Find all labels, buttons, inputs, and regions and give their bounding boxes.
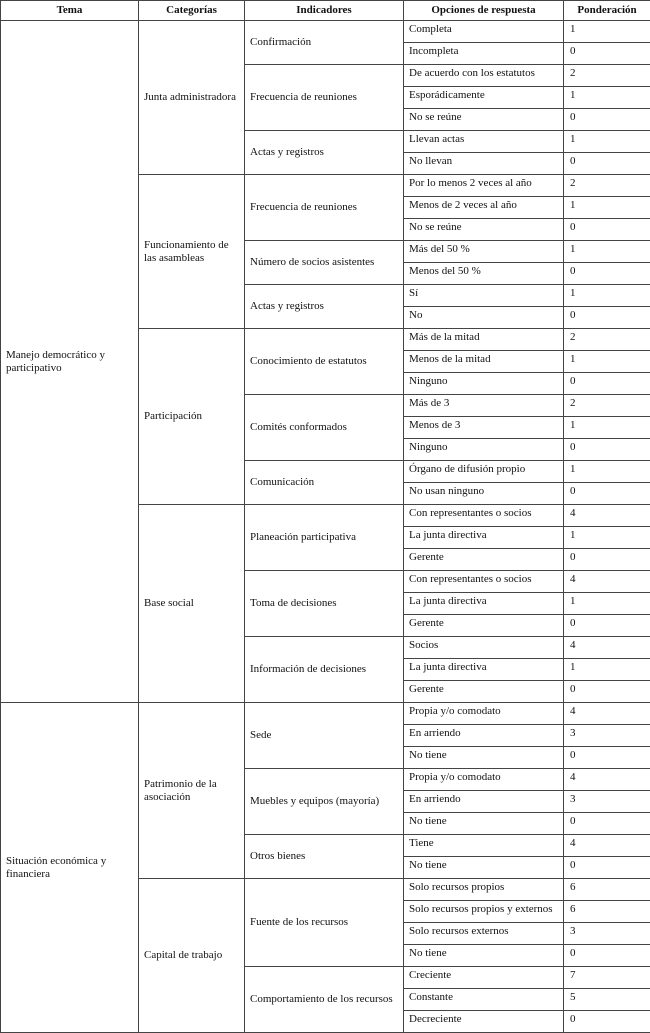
opcion-cell: Por lo menos 2 veces al año <box>404 175 564 197</box>
ponderacion-cell: 6 <box>564 879 650 901</box>
ponderacion-cell: 1 <box>564 87 650 109</box>
opcion-cell: No tiene <box>404 857 564 879</box>
opcion-cell: Propia y/o comodato <box>404 703 564 725</box>
table-row <box>1 703 650 725</box>
opcion-cell: Con representantes o socios <box>404 505 564 527</box>
opcion-cell: Solo recursos propios <box>404 879 564 901</box>
ponderacion-cell: 0 <box>564 1011 650 1033</box>
tema-cell: Situación económica y financiera <box>1 703 139 1033</box>
opcion-cell: No se reúne <box>404 109 564 131</box>
ponderacion-cell: 0 <box>564 153 650 175</box>
opcion-cell: No tiene <box>404 813 564 835</box>
header-row <box>1 1 650 21</box>
table-body <box>1 21 650 1033</box>
opcion-cell: No llevan <box>404 153 564 175</box>
opcion-cell: En arriendo <box>404 791 564 813</box>
ponderacion-cell: 1 <box>564 241 650 263</box>
ponderacion-cell: 3 <box>564 923 650 945</box>
header-categorias: Categorías <box>139 1 245 21</box>
ponderacion-cell: 4 <box>564 637 650 659</box>
opcion-cell: Decreciente <box>404 1011 564 1033</box>
ponderacion-cell: 4 <box>564 505 650 527</box>
opcion-cell: No usan ninguno <box>404 483 564 505</box>
opcion-cell: Órgano de difusión propio <box>404 461 564 483</box>
header-indicadores: Indicadores <box>245 1 404 21</box>
ponderacion-cell: 0 <box>564 373 650 395</box>
ponderacion-cell: 0 <box>564 219 650 241</box>
opcion-cell: Menos de la mitad <box>404 351 564 373</box>
indicador-cell: Confirmación <box>245 21 404 65</box>
header-tema: Tema <box>1 1 139 21</box>
indicador-cell: Sede <box>245 703 404 769</box>
ponderacion-cell: 1 <box>564 659 650 681</box>
opcion-cell: Incompleta <box>404 43 564 65</box>
indicador-cell: Comportamiento de los recursos <box>245 967 404 1033</box>
ponderacion-cell: 1 <box>564 197 650 219</box>
ponderacion-cell: 3 <box>564 725 650 747</box>
indicador-cell: Fuente de los recursos <box>245 879 404 967</box>
indicador-cell: Frecuencia de reuniones <box>245 65 404 131</box>
ponderacion-cell: 0 <box>564 681 650 703</box>
ponderacion-cell: 1 <box>564 593 650 615</box>
opcion-cell: Más del 50 % <box>404 241 564 263</box>
ponderacion-cell: 0 <box>564 857 650 879</box>
categoria-cell: Base social <box>139 505 245 703</box>
ponderacion-cell: 5 <box>564 989 650 1011</box>
indicador-cell: Información de decisiones <box>245 637 404 703</box>
ponderacion-cell: 0 <box>564 439 650 461</box>
categoria-cell: Patrimonio de la asociación <box>139 703 245 879</box>
opcion-cell: Esporádicamente <box>404 87 564 109</box>
indicador-cell: Planeación participativa <box>245 505 404 571</box>
table-row <box>1 21 650 43</box>
opcion-cell: Llevan actas <box>404 131 564 153</box>
opcion-cell: Menos de 2 veces al año <box>404 197 564 219</box>
tema-cell: Manejo democrático y participativo <box>1 21 139 703</box>
indicador-cell: Número de socios asistentes <box>245 241 404 285</box>
ponderacion-cell: 3 <box>564 791 650 813</box>
opcion-cell: Menos del 50 % <box>404 263 564 285</box>
ponderacion-cell: 1 <box>564 461 650 483</box>
opcion-cell: De acuerdo con los estatutos <box>404 65 564 87</box>
opcion-cell: Con representantes o socios <box>404 571 564 593</box>
categoria-cell: Capital de trabajo <box>139 879 245 1033</box>
ponderacion-cell: 0 <box>564 945 650 967</box>
ponderacion-cell: 0 <box>564 43 650 65</box>
opcion-cell: Gerente <box>404 681 564 703</box>
ponderacion-cell: 4 <box>564 571 650 593</box>
opcion-cell: La junta directiva <box>404 659 564 681</box>
ponderacion-cell: 0 <box>564 747 650 769</box>
opcion-cell: Tiene <box>404 835 564 857</box>
opcion-cell: Ninguno <box>404 439 564 461</box>
ponderacion-cell: 6 <box>564 901 650 923</box>
ponderacion-cell: 1 <box>564 417 650 439</box>
opcion-cell: Completa <box>404 21 564 43</box>
opcion-cell: Socios <box>404 637 564 659</box>
indicador-cell: Frecuencia de reuniones <box>245 175 404 241</box>
opcion-cell: Solo recursos propios y externos <box>404 901 564 923</box>
indicador-cell: Conocimiento de estatutos <box>245 329 404 395</box>
ponderacion-cell: 1 <box>564 527 650 549</box>
opcion-cell: La junta directiva <box>404 527 564 549</box>
header-opciones: Opciones de respuesta <box>404 1 564 21</box>
ponderacion-cell: 0 <box>564 483 650 505</box>
indicador-cell: Comunicación <box>245 461 404 505</box>
opcion-cell: No tiene <box>404 747 564 769</box>
opcion-cell: No tiene <box>404 945 564 967</box>
opcion-cell: La junta directiva <box>404 593 564 615</box>
ponderacion-cell: 7 <box>564 967 650 989</box>
opcion-cell: No se reúne <box>404 219 564 241</box>
ponderacion-cell: 0 <box>564 813 650 835</box>
opcion-cell: Sí <box>404 285 564 307</box>
indicador-cell: Actas y registros <box>245 131 404 175</box>
header-ponderacion: Ponderación <box>564 1 650 21</box>
ponderacion-cell: 0 <box>564 307 650 329</box>
opcion-cell: Constante <box>404 989 564 1011</box>
opcion-cell: Creciente <box>404 967 564 989</box>
categoria-cell: Funcionamiento de las asambleas <box>139 175 245 329</box>
ponderacion-cell: 1 <box>564 131 650 153</box>
ponderacion-cell: 4 <box>564 703 650 725</box>
ponderacion-cell: 4 <box>564 835 650 857</box>
opcion-cell: En arriendo <box>404 725 564 747</box>
opcion-cell: No <box>404 307 564 329</box>
opcion-cell: Menos de 3 <box>404 417 564 439</box>
ponderacion-cell: 2 <box>564 175 650 197</box>
opcion-cell: Gerente <box>404 549 564 571</box>
categoria-cell: Participación <box>139 329 245 505</box>
ponderacion-cell: 0 <box>564 549 650 571</box>
indicador-cell: Toma de decisiones <box>245 571 404 637</box>
opcion-cell: Gerente <box>404 615 564 637</box>
ponderacion-cell: 2 <box>564 329 650 351</box>
indicador-cell: Muebles y equipos (mayoría) <box>245 769 404 835</box>
ponderacion-cell: 1 <box>564 285 650 307</box>
ponderacion-cell: 0 <box>564 109 650 131</box>
ponderacion-cell: 0 <box>564 263 650 285</box>
opcion-cell: Solo recursos externos <box>404 923 564 945</box>
ponderacion-cell: 2 <box>564 395 650 417</box>
ponderacion-cell: 1 <box>564 21 650 43</box>
opcion-cell: Más de la mitad <box>404 329 564 351</box>
ponderacion-cell: 2 <box>564 65 650 87</box>
indicador-cell: Actas y registros <box>245 285 404 329</box>
ponderacion-cell: 4 <box>564 769 650 791</box>
indicador-cell: Comités conformados <box>245 395 404 461</box>
ponderacion-cell: 1 <box>564 351 650 373</box>
opcion-cell: Propia y/o comodato <box>404 769 564 791</box>
indicador-cell: Otros bienes <box>245 835 404 879</box>
categoria-cell: Junta administradora <box>139 21 245 175</box>
opcion-cell: Ninguno <box>404 373 564 395</box>
ponderacion-cell: 0 <box>564 615 650 637</box>
opcion-cell: Más de 3 <box>404 395 564 417</box>
table-header <box>1 1 650 21</box>
